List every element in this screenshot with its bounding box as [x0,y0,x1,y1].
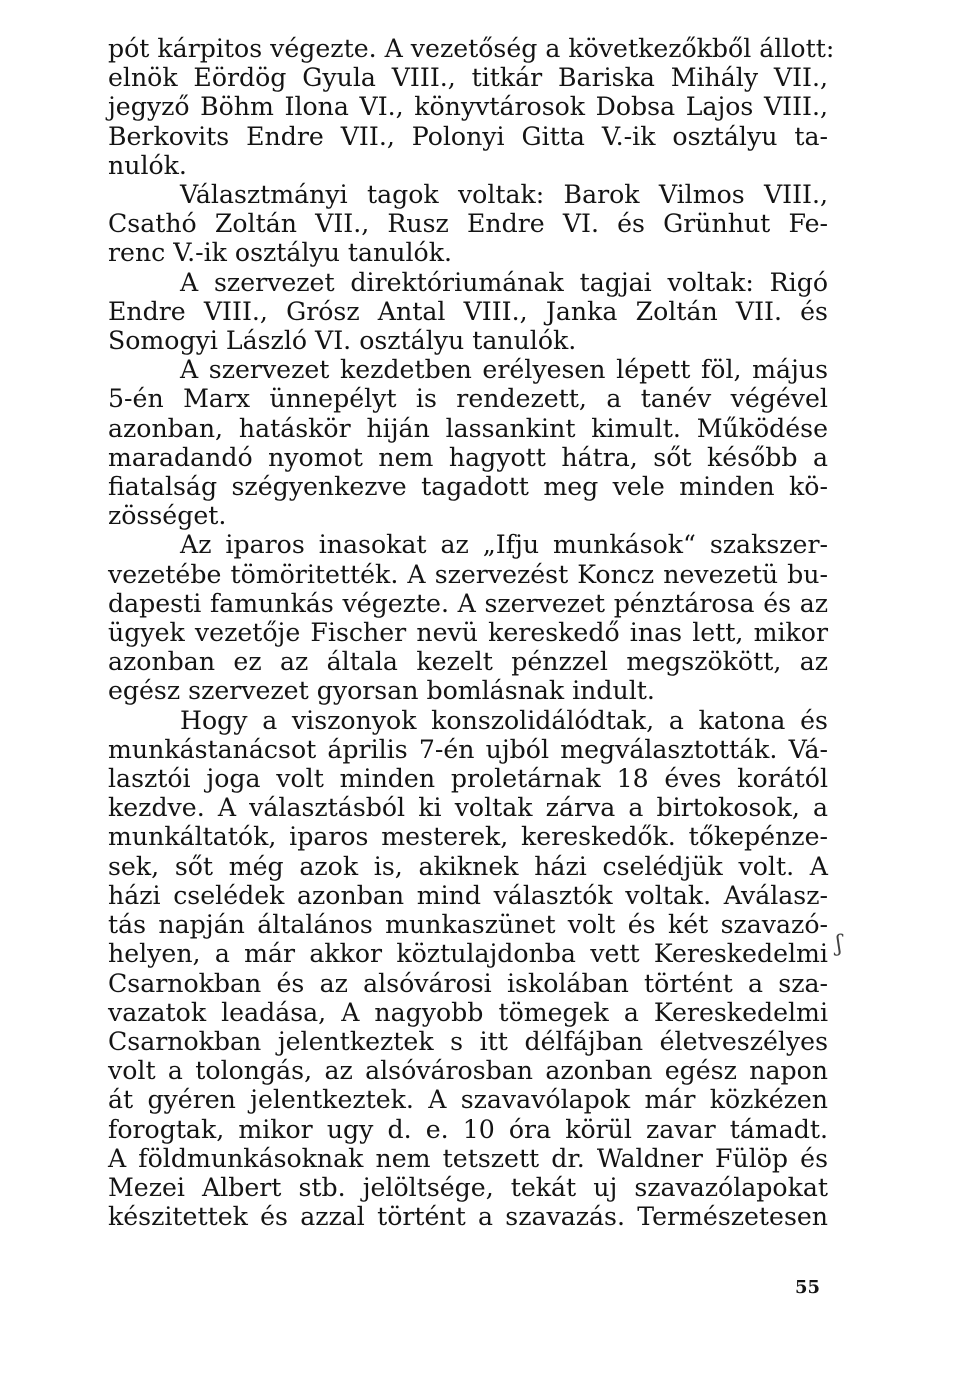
text-line: Berkovits Endre VII., Polonyi Gitta V.-ik osztályu ta- [108,121,828,151]
margin-mark: ʃ [836,932,842,957]
text-line: Csathó Zoltán VII., Rusz Endre VI. és Grünhut Fe- [108,209,828,239]
text-line: Somogyi László VI. osztályu tanulók. [108,326,577,356]
text-line: készitettek és azzal történt a szavazás. Természetesen [108,1202,828,1232]
text-line: kezdve. A választásból ki voltak zárva a birtokosok, a [108,793,828,823]
text-line: pót kárpitos végezte. A vezetőség a következőkből állott: [108,34,835,63]
text-line: tás napján általános munkaszünet volt és két szavazó- [108,910,828,940]
text-line: nulók. [108,150,187,180]
text-line: volt a tolongás, az alsóvárosban azonban egész napon [108,1056,828,1086]
text-line: Endre VIII., Grósz Antal VIII., Janka Zoltán VII. és [108,296,828,326]
text-line: jegyző Böhm Ilona VI., könyvtárosok Dobsa Lajos VIII., [108,92,828,122]
text-line: sek, sőt még azok is, akiknek házi cselédjük volt. A [108,851,828,881]
text-line: 5-én Marx ünnepélyt is rendezett, a tanév végével [108,384,828,414]
text-line: munkástanácsot április 7-én ujból megválasztották. Vá- [108,734,828,764]
text-line: lasztói joga volt minden proletárnak 18 éves korától [108,764,828,794]
text-line: fiatalság szégyenkezve tagadott meg vele minden kö- [108,472,828,502]
text-line: dapesti famunkás végezte. A szervezet pénztárosa és az [108,588,828,618]
text-line: vazatok leadása, A nagyobb tömegek a Kereskedelmi [108,997,828,1027]
text-line: egész szervezet gyorsan bomlásnak indult. [108,676,655,706]
text-line: maradandó nyomot nem hagyott hátra, sőt később a [108,442,828,472]
text-line: Hogy a viszonyok konszolidálódtak, a katona és [180,705,828,735]
text-line: Választmányi tagok voltak: Barok Vilmos VIII., [180,180,828,210]
text-line: Mezei Albert stb. jelöltsége, tekát uj szavazólapokat [108,1172,828,1202]
text-line: Az iparos inasokat az „Ifju munkások“ szakszer- [180,530,828,560]
text-line: házi cselédek azonban mind választók voltak. Aválasz- [108,880,828,910]
text-line: vezetébe tömöritették. A szervezést Koncz nevezetü bu- [108,559,828,589]
text-line: helyen, a már akkor köztulajdonba vett Kereskedelmi [108,939,828,969]
page-body [108,34,835,1232]
text-line: zösséget. [108,501,227,531]
text-line: azonban, hatáskör hiján lassankint kimult. Működése [108,413,828,443]
text-line: A szervezet kezdetben erélyesen lépett föl, május [180,355,828,385]
text-line: Csarnokban jelentkeztek s itt délfájban életveszélyes [108,1026,828,1056]
text-line: azonban ez az általa kezelt pénzzel megszökött, az [108,647,828,677]
text-line: ügyek vezetője Fischer nevü kereskedő inas lett, mikor [108,618,828,648]
text-line: munkáltatók, iparos mesterek, kereskedők. tőkepénze- [108,822,828,852]
page-number: 55 [795,1277,821,1298]
text-line: elnök Eördög Gyula VIII., titkár Bariska Mihály VII., [108,63,828,93]
text-line: forogtak, mikor ugy d. e. 10 óra körül zavar támadt. [108,1114,828,1144]
text-line: át gyéren jelentkeztek. A szavavólapok már közkézen [108,1085,828,1115]
text-line: Csarnokban és az alsóvárosi iskolában történt a sza- [108,968,828,998]
text-line: A földmunkásoknak nem tetszett dr. Waldner Fülöp és [108,1143,828,1173]
text-line: renc V.-ik osztályu tanulók. [108,238,452,268]
text-line: A szervezet direktóriumának tagjai voltak: Rigó [180,267,828,297]
